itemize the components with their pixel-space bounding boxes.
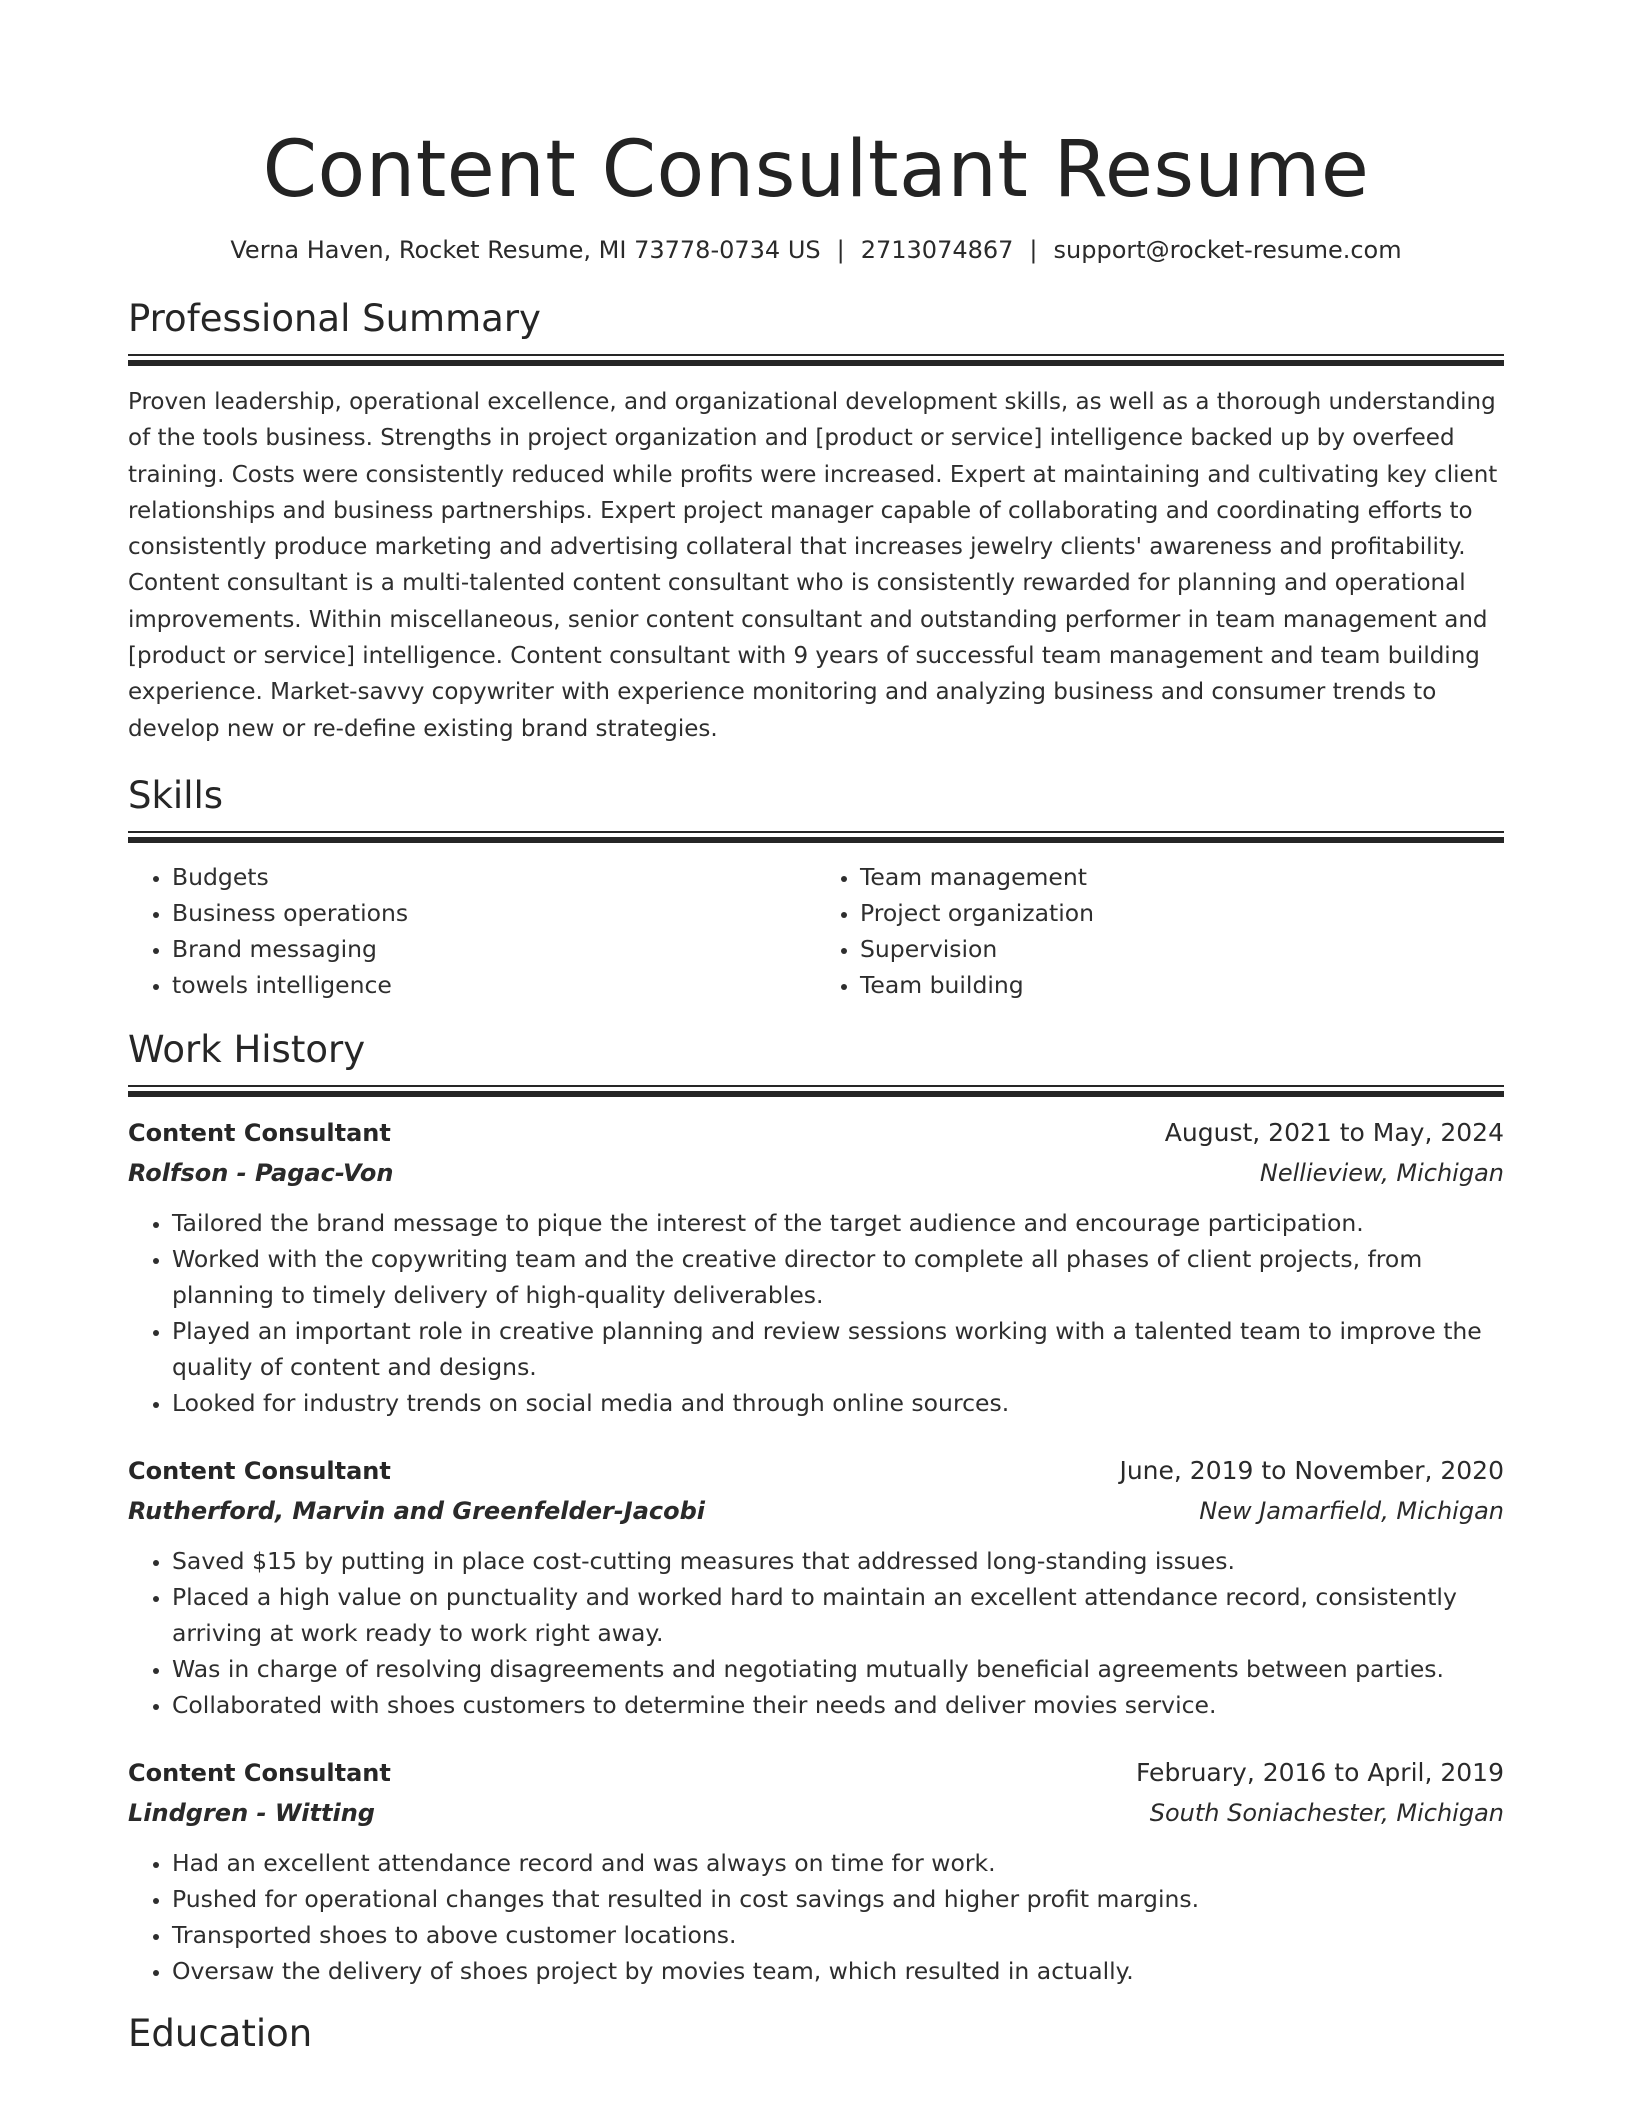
job-header <box>128 1451 1504 1491</box>
job-header <box>128 1753 1504 1793</box>
summary-section <box>128 296 1504 747</box>
contact-separator: | <box>836 236 845 264</box>
job-header <box>128 1113 1504 1153</box>
skill-item: • Team building <box>860 967 1504 1003</box>
job-bullet: • Pushed for operational changes that resulted in cost savings and higher profit margins. <box>172 1881 1504 1917</box>
contact-email: support@rocket-resume.com <box>1053 236 1402 264</box>
job-bullet: • Oversaw the delivery of shoes project by movies team, which resulted in actually. <box>172 1953 1504 1989</box>
job-bullet: • Worked with the copywriting team and the creative director to complete all phases of client projects, from planning to timely delivery of high-quality deliverables. <box>172 1241 1504 1313</box>
job-title: Content Consultant <box>128 1118 391 1147</box>
job-bullet: • Tailored the brand message to pique the interest of the target audience and encourage participation. <box>172 1205 1504 1241</box>
job-subheader <box>128 1153 1504 1193</box>
skill-item: • Project organization <box>860 895 1504 931</box>
skills-section <box>128 773 1504 1003</box>
job-entry <box>128 1113 1504 1421</box>
job-subheader <box>128 1793 1504 1833</box>
job-bullet: • Transported shoes to above customer locations. <box>172 1917 1504 1953</box>
job-bullet-list <box>128 1845 1504 1989</box>
work-history-heading: Work History <box>128 1027 366 1071</box>
job-bullet-list <box>128 1205 1504 1421</box>
job-bullet: • Was in charge of resolving disagreements and negotiating mutually beneficial agreements between parties. <box>172 1651 1504 1687</box>
skill-item: • Supervision <box>860 931 1504 967</box>
page-title: Content Consultant Resume <box>262 125 1370 215</box>
education-section <box>128 2011 1504 2057</box>
skill-item: • Business operations <box>172 895 816 931</box>
job-bullet-list <box>128 1543 1504 1723</box>
job-dates: February, 2016 to April, 2019 <box>1136 1757 1504 1787</box>
contact-separator: | <box>1029 236 1038 264</box>
contact-address: Verna Haven, Rocket Resume, MI 73778-0734 US <box>230 236 821 264</box>
job-subheader <box>128 1491 1504 1531</box>
job-bullet: • Saved $15 by putting in place cost-cutting measures that addressed long-standing issues. <box>172 1543 1504 1579</box>
job-location: New Jamarfield, Michigan <box>1199 1496 1504 1525</box>
job-company: Rutherford, Marvin and Greenfelder-Jacobi <box>128 1496 706 1525</box>
job-entry <box>128 1753 1504 1989</box>
skill-item: • Budgets <box>172 859 816 895</box>
job-entry <box>128 1451 1504 1723</box>
skill-item: • Brand messaging <box>172 931 816 967</box>
skills-list-right <box>816 859 1504 1003</box>
job-company: Rolfson - Pagac-Von <box>128 1158 394 1187</box>
job-bullet: • Had an excellent attendance record and was always on time for work. <box>172 1845 1504 1881</box>
work-history-section <box>128 1027 1504 1989</box>
skill-item: • Team management <box>860 859 1504 895</box>
section-divider <box>128 1085 1504 1097</box>
job-dates: August, 2021 to May, 2024 <box>1164 1117 1504 1147</box>
job-bullet: • Collaborated with shoes customers to determine their needs and deliver movies service. <box>172 1687 1504 1723</box>
summary-text: Proven leadership, operational excellence, and organizational development skills, as well as a thorough understanding of the tools business. Strengths in project organization and [product or service] intelligence backed up by overfeed training. Costs were consistently reduced while profits were increased. Expert at maintaining and cultivating key client relationships and business partnerships. Expert project manager capable of collaborating and coordinating efforts to consistently produce marketing and advertising collateral that increases jewelry clients' awareness and profitability. Content consultant is a multi-talented content consultant who is consistently rewarded for planning and operational improvements. Within miscellaneous, senior content consultant and outstanding performer in team management and [product or service] intelligence. Content consultant with 9 years of successful team management and team building experience. Market-savvy copywriter with experience monitoring and analyzing business and consumer trends to develop new or re-define existing brand strategies. <box>128 389 1498 742</box>
summary-heading: Professional Summary <box>128 297 541 340</box>
job-title: Content Consultant <box>128 1456 391 1485</box>
job-title: Content Consultant <box>128 1758 391 1787</box>
resume-page <box>128 0 1504 2057</box>
skills-grid <box>128 859 1504 1003</box>
job-bullet: • Placed a high value on punctuality and worked hard to maintain an excellent attendance record, consistently arriving at work ready to work right away. <box>172 1579 1504 1651</box>
job-location: South Soniachester, Michigan <box>1149 1798 1504 1827</box>
education-heading: Education <box>128 2011 313 2055</box>
job-bullet: • Played an important role in creative planning and review sessions working with a talented team to improve the quality of content and designs. <box>172 1313 1504 1385</box>
contact-phone: 2713074867 <box>860 236 1014 264</box>
job-dates: June, 2019 to November, 2020 <box>1119 1455 1504 1485</box>
skill-item: • towels intelligence <box>172 967 816 1003</box>
skills-list-left <box>128 859 816 1003</box>
job-company: Lindgren - Witting <box>128 1798 375 1827</box>
skills-heading: Skills <box>128 773 224 817</box>
contact-line <box>128 234 1504 266</box>
job-location: Nellieview, Michigan <box>1259 1158 1504 1187</box>
section-divider <box>128 354 1504 366</box>
section-divider <box>128 831 1504 843</box>
job-bullet: • Looked for industry trends on social media and through online sources. <box>172 1385 1504 1421</box>
